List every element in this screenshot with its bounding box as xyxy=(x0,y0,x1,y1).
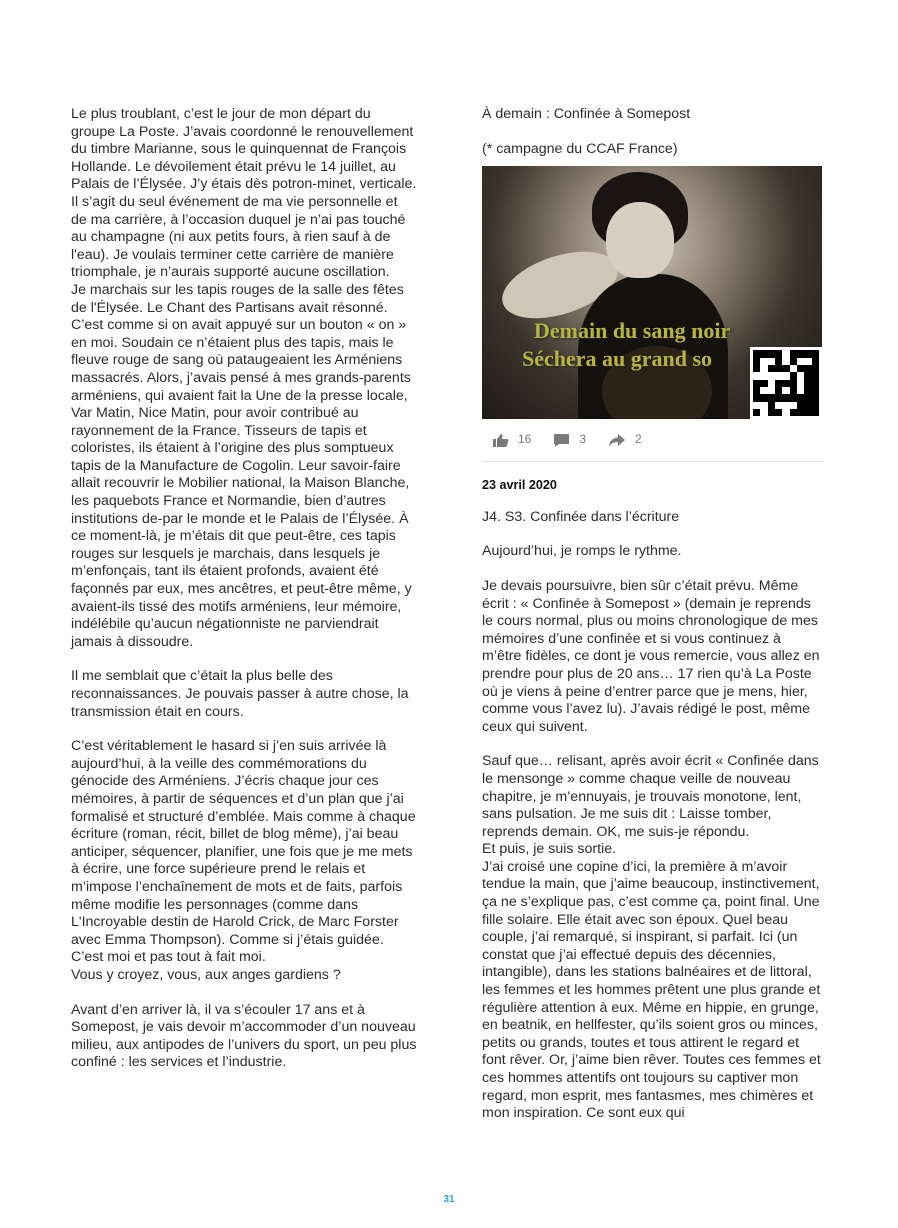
image-caption-line-2: Séchera au grand so xyxy=(522,346,713,372)
qr-code-icon xyxy=(750,347,822,419)
paragraph: Il me semblait que c’était la plus belle des reconnaissances. Je pouvais passer à autre chose, la transmission était en cours. xyxy=(71,668,409,720)
like-button[interactable] xyxy=(492,431,531,449)
paragraph: Aujourd’hui, je romps le rythme. xyxy=(482,543,682,560)
share-count: 2 xyxy=(635,432,642,447)
comment-icon xyxy=(553,433,570,448)
next-post-teaser: À demain : Confinée à Somepost xyxy=(482,106,691,122)
paragraph: Avant d’en arriver là, il va s’écouler 17 ans et à Somepost, je vais devoir m’accommoder d’un nouveau milieu, aux antipodes de l’univers du sport, un peu plus confiné : les services et l’industrie. xyxy=(71,1001,417,1071)
left-column xyxy=(71,106,417,1072)
social-bar xyxy=(482,419,824,462)
right-column xyxy=(482,106,824,1123)
page-number: 31 xyxy=(443,1194,455,1205)
comment-button[interactable] xyxy=(553,431,586,449)
paragraph: Je marchais sur les tapis rouges de la salle des fêtes de l'Élysée. Le Chant des Partisans avait résonné. C’est comme si on avait appuyé sur un bouton « on » en moi. Soudain ce n’étaient plus des tapis, mais le fleuve rouge de sang où pataugeaient les Arméniens massacrés. Alors, j’avais pensé à mes grands-parents arméniens, qui avaient fait la Une de la presse locale, Var Matin, Nice Matin, pour avoir contribué au rayonnement de la France. Tisseurs de tapis et coloristes, ils étaient à l’origine des plus somptueux tapis de la Manufacture de Cogolin. Leur savoir-faire allait recouvrir le Mobilier national, la Maison Blanche, les paquebots France et Normandie, bien d’autres institutions de-par le monde et le Palais de l’Élysée. À ce moment-là, je m’étais dit que peut-être, ces tapis rouges sur lesquels je marchais, dans lesquels je m’enfonçais, tant ils étaient profonds, avaient été façonnés par eux, mes ancêtres, et peut-être même, y avaient-ils tissé des motifs arméniens, leur mémoire, indélébile qu’aucun négationniste ne parviendrait jamais à dissoudre. xyxy=(71,281,412,650)
thumbs-up-icon xyxy=(492,433,509,448)
image-caption-line-1: Demain du sang noir xyxy=(534,318,731,344)
share-icon xyxy=(608,433,626,448)
post-title: J4. S3. Confinée dans l’écriture xyxy=(482,508,680,525)
campaign-note: (* campagne du CCAF France) xyxy=(482,140,678,157)
share-button[interactable] xyxy=(608,431,642,449)
paragraph: J’ai croisé une copine d’ici, la première à m’avoir tendue la main, que j’aime beaucoup, instinctivement, ça ne s’explique pas, c’est comme ça, point final. Une fille solaire. Elle était avec son époux. Quel beau couple, j’ai remarqué, si inspirant, si parfait. Ici (un constat que j’ai effectué depuis des décennies, intangible), dans les stations balnéaires et de littoral, les femmes et les hommes prêtent une plus grande et régulière attention à eux. Même en hippie, en grunge, en beatnik, en hellfester, qu’ils soient gros ou minces, petits ou grands, toutes et tous attirent le regard et font rêver. Or, j’aime bien rêver. Toutes ces femmes et ces hommes attentifs ont toujours su captiver mon regard, mon esprit, mes fantasmes, mes chimères et mon inspiration. Ce sont eux qui xyxy=(482,858,821,1122)
paragraph: Sauf que… relisant, après avoir écrit « Confinée dans le mensonge » comme chaque veille de nouveau chapitre, je m’ennuyais, je trouvais monotone, lent, sans pulsation. Je me suis dit : Laisse tomber, reprends demain. OK, me suis-je répondu. xyxy=(482,753,819,840)
like-count: 16 xyxy=(518,432,532,447)
photo-face xyxy=(606,202,674,278)
paragraph: Je devais poursuivre, bien sûr c’était prévu. Même écrit : « Confinée à Somepost » (demain je reprends le cours normal, plus ou moins chronologique de mes mémoires d’une confinée et si vous continuez à m’être fidèles, ce dont je vous remercie, vous allez en prendre pour plus de 20 ans… 17 rien qu’à La Poste où je viens à peine d’entrer parce que je mens, hier, comme vous l’avez lu). J’avais rédigé le post, même ceux qui suivent. xyxy=(482,577,820,735)
comment-count: 3 xyxy=(579,432,587,447)
paragraph: C’est véritablement le hasard si j’en suis arrivée là aujourd’hui, à la veille des commémorations du génocide des Arméniens. J’écris chaque jour ces mémoires, à partir de séquences et d’un plan que j’ai formalisé et structuré d’emblée. Mais comme à chaque écriture (roman, récit, billet de blog même), j’ai beau anticiper, séquencer, planifier, une fois que je me mets à écrire, une force supérieure prend le relais et m’impose l’enchaînement de mots et de faits, parfois même modifie les personnages (comme dans L'Incroyable destin de Harold Crick, de Marc Forster avec Emma Thompson). Comme si j’étais guidée. C’est moi et pas tout à fait moi. xyxy=(71,738,416,966)
post-date: 23 avril 2020 xyxy=(482,478,557,493)
post-image[interactable] xyxy=(482,166,822,419)
paragraph: Vous y croyez, vous, aux anges gardiens ? xyxy=(71,966,341,983)
paragraph: Et puis, je suis sortie. xyxy=(482,841,617,858)
paragraph: Le plus troublant, c’est le jour de mon départ du groupe La Poste. J’avais coordonné le renouvellement du timbre Marianne, sous le quinquennat de François Hollande. Le dévoilement était prévu le 14 juillet, au Palais de l’Élysée. J’y étais dès potron-minet, verticale. Il s’agit du seul événement de ma vie personnelle et de ma carrière, à l’occasion duquel je n’ai pas touché au champagne (ni aux petits fours, à rien sauf à de l'eau). Je voulais terminer cette carrière de manière triomphale, je n’aurais supporté aucune oscillation. xyxy=(71,106,417,281)
